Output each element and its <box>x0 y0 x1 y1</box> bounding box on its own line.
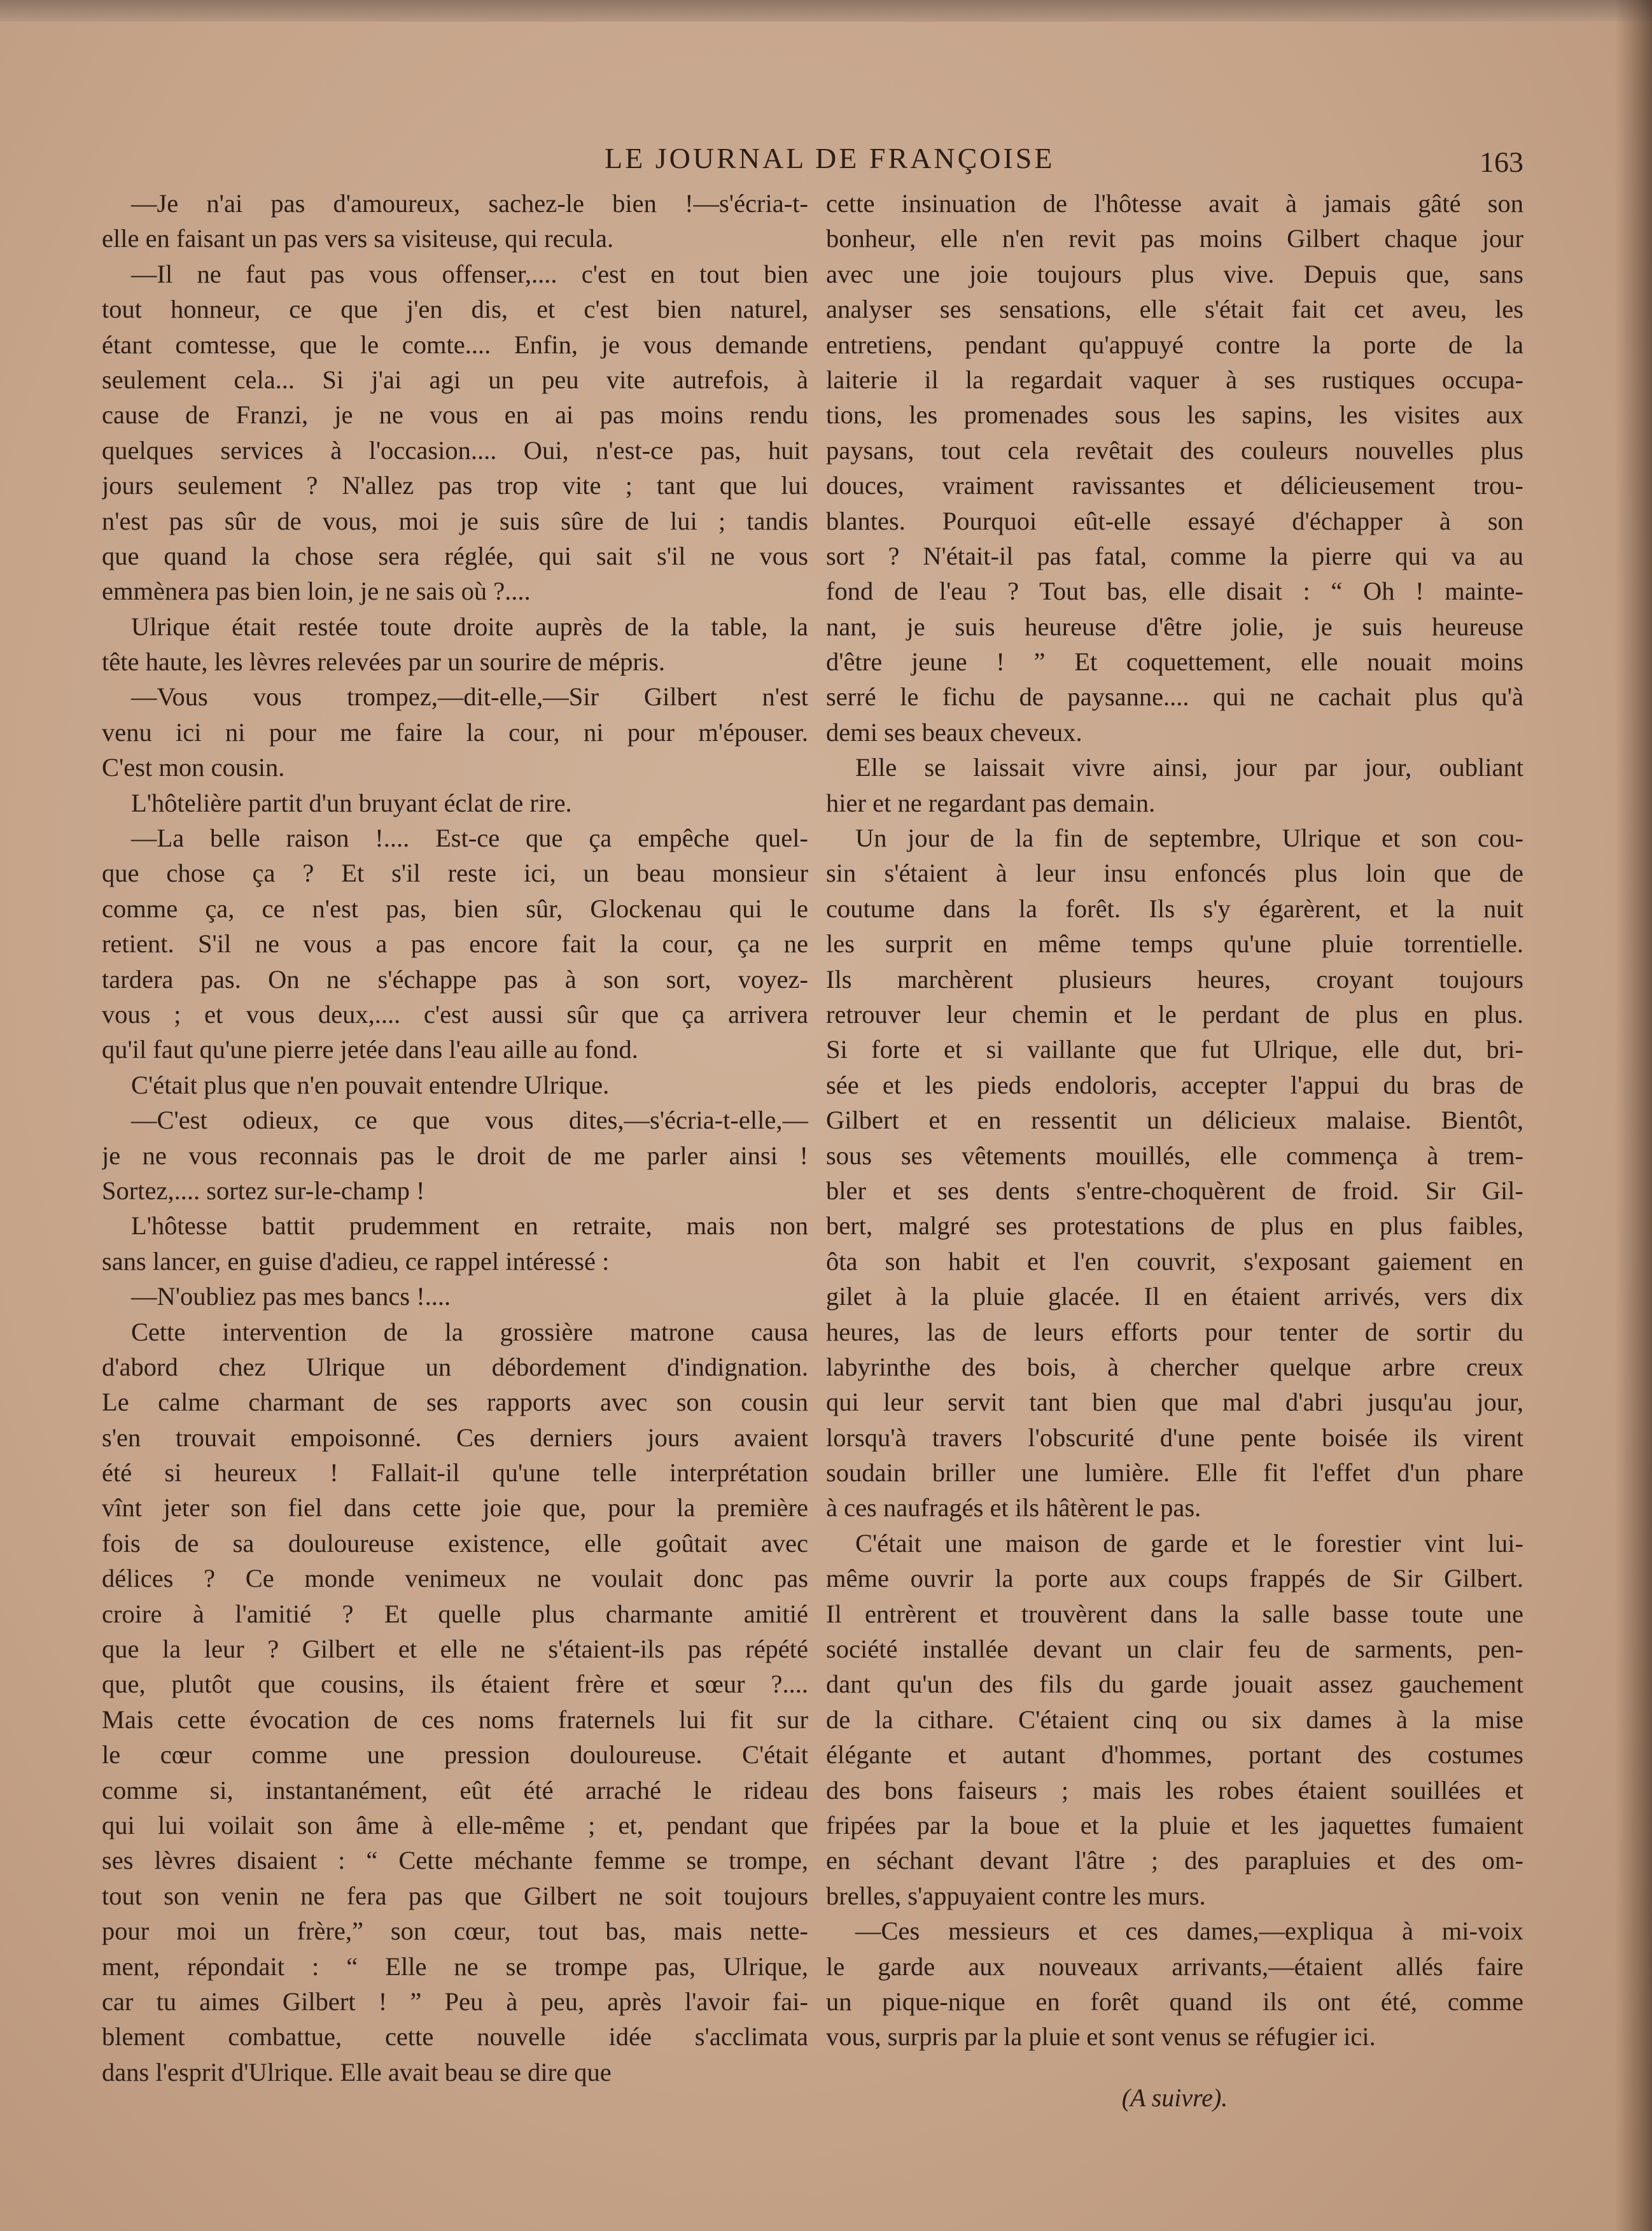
text-line: Un jour de la fin de septembre, Ulrique et son cou- <box>855 824 1523 853</box>
text-line: C'est mon cousin. <box>102 753 285 782</box>
text-line: Mais cette évocation de ces noms fraternels lui fit sur <box>102 1705 808 1734</box>
text-line: heures, las de leurs efforts pour tenter de sortir du <box>826 1317 1523 1346</box>
text-line: des bons faiseurs ; mais les robes étaient souillées et <box>826 1775 1523 1805</box>
text-line: été si heureux ! Fallait-il qu'une telle interprétation <box>102 1458 808 1488</box>
text-line: soudain briller une lumière. Elle fit l'effet d'un phare <box>826 1458 1523 1488</box>
text-line: d'abord chez Ulrique un débordement d'indignation. <box>102 1352 808 1381</box>
text-line: d'être jeune ! ” Et coquettement, elle nouait moins <box>826 647 1523 677</box>
right-text-column <box>826 186 1523 2055</box>
text-line: tardera pas. On ne s'échappe pas à son sort, voyez- <box>102 964 808 994</box>
text-line: laiterie il la regardait vaquer à ses rustiques occupa- <box>826 365 1523 394</box>
text-line: bonheur, elle n'en revit pas moins Gilbert chaque jour <box>826 224 1523 253</box>
text-line: qu'il faut qu'une pierre jetée dans l'eau aille au fond. <box>102 1035 638 1064</box>
text-line: —C'est odieux, ce que vous dites,—s'écria-t-elle,— <box>131 1106 808 1135</box>
text-line: fois de sa douloureuse existence, elle goûtait avec <box>102 1528 808 1558</box>
text-line: C'était une maison de garde et le forestier vint lui- <box>855 1528 1523 1558</box>
text-line: venu ici ni pour me faire la cour, ni pour m'épouser. <box>102 717 808 747</box>
text-line: comme ça, ce n'est pas, bien sûr, Glockenau qui le <box>102 894 808 923</box>
text-line: tête haute, les lèvres relevées par un sourire de mépris. <box>102 647 666 677</box>
text-line: s'en trouvait empoisonné. Ces derniers jours avaient <box>102 1423 808 1452</box>
text-line: tions, les promenades sous les sapins, les visites aux <box>826 400 1523 430</box>
text-line: sée et les pieds endoloris, accepter l'appui du bras de <box>826 1070 1523 1099</box>
text-line: douces, vraiment ravissantes et délicieusement trou- <box>826 471 1523 500</box>
text-line: étant comtesse, que le comte.... Enfin, je vous demande <box>102 330 808 359</box>
text-line: société installée devant un clair feu de sarments, pen- <box>826 1635 1523 1664</box>
text-line: délices ? Ce monde venimeux ne voulait donc pas <box>102 1564 808 1593</box>
text-line: retient. S'il ne vous a pas encore fait la cour, ça ne <box>102 929 808 959</box>
text-line: gilet à la pluie glacée. Il en étaient arrivés, vers dix <box>826 1282 1523 1311</box>
text-line: labyrinthe des bois, à chercher quelque arbre creux <box>826 1352 1523 1381</box>
text-line: serré le fichu de paysanne.... qui ne cachait plus qu'à <box>826 682 1523 712</box>
to-be-continued-note: (A suivre). <box>1121 2083 1228 2112</box>
page-binding-shadow <box>1615 0 1652 2231</box>
text-line: que la leur ? Gilbert et elle ne s'étaient-ils pas répété <box>102 1635 808 1664</box>
left-text-column <box>102 186 808 2090</box>
text-line: tout honneur, ce que j'en dis, et c'est bien naturel, <box>102 295 808 324</box>
text-line: qui leur servit tant bien que mal d'abri jusqu'au jour, <box>826 1388 1523 1417</box>
text-line: entretiens, pendant qu'appuyé contre la porte de la <box>826 330 1523 359</box>
text-line: —Je n'ai pas d'amoureux, sachez-le bien !—s'écria-t- <box>131 189 808 218</box>
text-line: emmènera pas bien loin, je ne sais où ?.... <box>102 577 531 606</box>
text-line: Sortez,.... sortez sur-le-champ ! <box>102 1176 425 1205</box>
text-line: que quand la chose sera réglée, qui sait s'il ne vous <box>102 541 808 570</box>
text-line: —Il ne faut pas vous offenser,.... c'est en tout bien <box>131 259 808 288</box>
text-line: demi ses beaux cheveux. <box>826 717 1082 747</box>
text-line: le garde aux nouveaux arrivants,—étaient allés faire <box>826 1952 1523 1981</box>
text-line: un pique-nique en forêt quand ils ont été, comme <box>826 1987 1523 2016</box>
text-line: brelles, s'appuyaient contre les murs. <box>826 1881 1206 1910</box>
text-line: qui lui voilait son âme à elle-même ; et, pendant que <box>102 1810 808 1840</box>
text-line: ôta son habit et l'en couvrit, s'exposant gaiement en <box>826 1246 1523 1276</box>
text-line: —Ces messieurs et ces dames,—expliqua à mi-voix <box>855 1917 1523 1946</box>
text-line: —N'oubliez pas mes bancs !.... <box>131 1282 451 1311</box>
text-line: vînt jeter son fiel dans cette joie que, pour la première <box>102 1493 808 1523</box>
text-line: blantes. Pourquoi eût-elle essayé d'échapper à son <box>826 506 1523 535</box>
journal-title: LE JOURNAL DE FRANÇOISE <box>605 142 1055 174</box>
text-line: Elle se laissait vivre ainsi, jour par jour, oubliant <box>855 753 1523 782</box>
text-line: paysans, tout cela revêtait des couleurs nouvelles plus <box>826 435 1523 465</box>
text-line: même ouvrir la porte aux coups frappés de Sir Gilbert. <box>826 1564 1523 1593</box>
text-line: Cette intervention de la grossière matrone causa <box>131 1317 808 1346</box>
text-line: C'était plus que n'en pouvait entendre Ulrique. <box>131 1070 610 1099</box>
text-line: le cœur comme une pression douloureuse. C'était <box>102 1740 808 1770</box>
text-line: bler et ses dents s'entre-choquèrent de froid. Sir Gil- <box>826 1176 1523 1205</box>
text-line: je ne vous reconnais pas le droit de me parler ainsi ! <box>102 1141 808 1170</box>
text-line: Ils marchèrent plusieurs heures, croyant toujours <box>826 964 1523 994</box>
text-line: —La belle raison !.... Est-ce que ça empêche quel- <box>131 824 808 853</box>
text-line: tout son venin ne fera pas que Gilbert ne soit toujours <box>102 1881 808 1910</box>
text-line: de la cithare. C'étaient cinq ou six dames à la mise <box>826 1705 1523 1734</box>
text-line: ment, répondait : “ Elle ne se trompe pas, Ulrique, <box>102 1952 808 1981</box>
text-line: hier et ne regardant pas demain. <box>826 788 1156 817</box>
text-line: sans lancer, en guise d'adieu, ce rappel intéressé : <box>102 1246 610 1276</box>
text-line: dans l'esprit d'Ulrique. Elle avait beau se dire que <box>102 2057 612 2087</box>
text-line: avec une joie toujours plus vive. Depuis que, sans <box>826 259 1523 288</box>
text-line: vous, surpris par la pluie et sont venus se réfugier ici. <box>826 2022 1376 2052</box>
text-line: Ulrique était restée toute droite auprès de la table, la <box>131 612 808 641</box>
text-line: quelques services à l'occasion.... Oui, n'est-ce pas, huit <box>102 435 808 465</box>
page-top-edge <box>0 0 1652 22</box>
text-line: lorsqu'à travers l'obscurité d'une pente boisée ils virent <box>826 1423 1523 1452</box>
text-line: vous ; et vous deux,.... c'est aussi sûr que ça arrivera <box>102 999 808 1029</box>
text-line: croire à l'amitié ? Et quelle plus charmante amitié <box>102 1599 808 1628</box>
text-line: Le calme charmant de ses rapports avec son cousin <box>102 1388 808 1417</box>
text-line: analyser ses sensations, elle s'était fait cet aveu, les <box>826 295 1523 324</box>
text-line: comme si, instantanément, eût été arraché le rideau <box>102 1775 808 1805</box>
text-line: elle en faisant un pas vers sa visiteuse, qui recula. <box>102 224 614 253</box>
text-line: élégante et autant d'hommes, portant des costumes <box>826 1740 1523 1770</box>
text-line: pour moi un frère,” son cœur, tout bas, mais nette- <box>102 1917 808 1946</box>
text-line: seulement cela... Si j'ai agi un peu vite autrefois, à <box>102 365 808 394</box>
text-line: à ces naufragés et ils hâtèrent le pas. <box>826 1493 1201 1523</box>
text-line: fond de l'eau ? Tout bas, elle disait : “ Oh ! mainte- <box>826 577 1523 606</box>
text-line: sin s'étaient à leur insu enfoncés plus loin que de <box>826 859 1523 888</box>
text-line: ses lèvres disaient : “ Cette méchante femme se trompe, <box>102 1846 808 1875</box>
text-line: jours seulement ? N'allez pas trop vite ; tant que lui <box>102 471 808 500</box>
text-line: dant qu'un des fils du garde jouait assez gauchement <box>826 1670 1523 1699</box>
text-line: L'hôtesse battit prudemment en retraite, mais non <box>131 1211 808 1241</box>
text-line: Si forte et si vaillante que fut Ulrique, elle dut, bri- <box>826 1035 1523 1064</box>
text-line: sous ses vêtements mouillés, elle commença à trem- <box>826 1141 1523 1170</box>
text-line: —Vous vous trompez,—dit-elle,—Sir Gilbert n'est <box>131 682 808 712</box>
text-line: sort ? N'était-il pas fatal, comme la pierre qui va au <box>826 541 1523 570</box>
text-line: n'est pas sûr de vous, moi je suis sûre de lui ; tandis <box>102 506 808 535</box>
page-header <box>0 141 1652 179</box>
text-line: fripées par la boue et la pluie et les jaquettes fumaient <box>826 1810 1523 1840</box>
text-line: Gilbert et en ressentit un délicieux malaise. Bientôt, <box>826 1106 1523 1135</box>
page-number: 163 <box>1480 146 1523 178</box>
text-line: les surprit en même temps qu'une pluie torrentielle. <box>826 929 1523 959</box>
text-line: que, plutôt que cousins, ils étaient frère et sœur ?.... <box>102 1670 808 1699</box>
text-line: blement combattue, cette nouvelle idée s'acclimata <box>102 2022 808 2052</box>
text-line: en séchant devant l'âtre ; des parapluies et des om- <box>826 1846 1523 1875</box>
text-line: que chose ça ? Et s'il reste ici, un beau monsieur <box>102 859 808 888</box>
text-line: retrouver leur chemin et le perdant de plus en plus. <box>826 999 1523 1029</box>
text-line: coutume dans la forêt. Ils s'y égarèrent, et la nuit <box>826 894 1523 923</box>
text-line: bert, malgré ses protestations de plus en plus faibles, <box>826 1211 1523 1241</box>
text-line: car tu aimes Gilbert ! ” Peu à peu, après l'avoir fai- <box>102 1987 808 2016</box>
text-line: L'hôtelière partit d'un bruyant éclat de rire. <box>131 788 572 817</box>
text-line: cette insinuation de l'hôtesse avait à jamais gâté son <box>826 189 1523 218</box>
text-line: cause de Franzi, je ne vous en ai pas moins rendu <box>102 400 808 430</box>
text-line: Il entrèrent et trouvèrent dans la salle basse toute une <box>826 1599 1523 1628</box>
text-line: nant, je suis heureuse d'être jolie, je suis heureuse <box>826 612 1523 641</box>
